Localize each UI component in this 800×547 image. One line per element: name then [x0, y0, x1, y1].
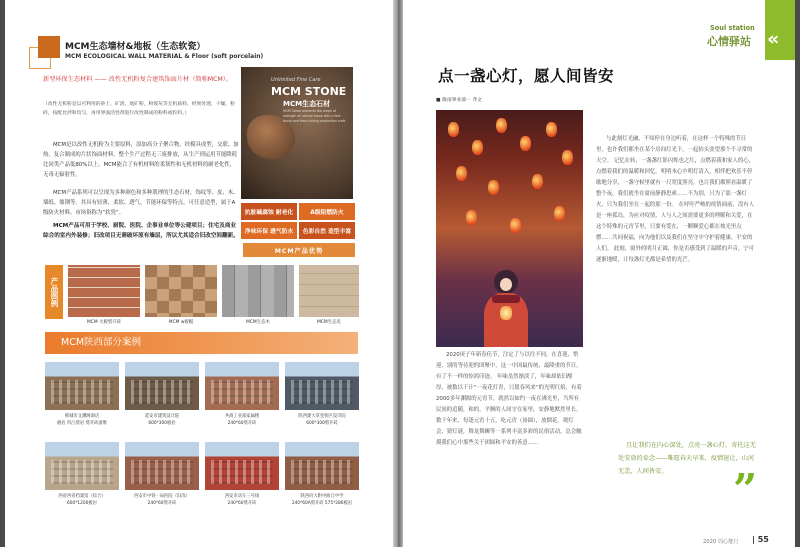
footer-label: 2020 周心能行: [703, 539, 739, 545]
article-column-1: 2020庚子年新春佳节，注定了与以往不同，在喜迎、惜迎、别的等待迎的团聚中，这一中国最传统、最隆重的节日，有了不一样的惊鸿印迹。 年味虽然渐淡了，年味却依旧醇厚，被数以千计“一夜花灯青，只愿春风来”的光明红焰，有着2000多年渊源的元宵节，就然以如约一夜在沸光里，当所有民间的追随，和的，平腾的人间守在家里，安静地默然里长。 数千年来，每逢元宵十五，吃元宵（汤圆），放烟花，观灯会，猜灯谜，舞龙舞狮等一系列丰富多彩的民俗活动，总会触摸我们心中那些关于团圆和平安的善意……: [436, 352, 582, 446]
lantern-icon: [488, 180, 499, 195]
lantern-icon: [520, 136, 531, 151]
section-square-icon: [38, 36, 60, 58]
building-windows: [211, 460, 273, 484]
building-windows: [131, 380, 193, 404]
lantern-icon: [448, 122, 459, 137]
lantern-icon: [532, 174, 543, 189]
article-title: 点一盏心灯，愿人间皆安: [438, 67, 615, 85]
lantern-icon: [472, 140, 483, 155]
tile-caption: MCM w板幅: [168, 320, 194, 325]
girl-scarf: [492, 295, 520, 303]
pull-quote: 且让我们在内心深处，点亮一盏心灯，寄托这无处安放的牵念——唯愿春天早来，疫情退让，山河无恙，人间皆安。: [618, 442, 756, 475]
lantern-icon: [554, 206, 565, 221]
paragraph-2: MCM产品系列可以呈现为多种颜色和多种肌理的生态石材，饰纹等、皮、木、墙纸、鼎钢等。其具有轻薄、柔软、透气、节能环保等特点，可任意造型，属于A级防火材料。市场俗称为“软瓷”。: [43, 190, 239, 216]
stone-tagline: Unlimited Fine Care: [271, 77, 321, 83]
article-byline: ■ 陇南事业部一 齐文: [436, 98, 482, 103]
lantern-icon: [562, 150, 573, 165]
case-photo: [285, 442, 359, 490]
case-caption: 延安市建筑设计院 600*300板岩: [144, 414, 180, 426]
lantern-icon: [510, 218, 521, 233]
paragraph-1: MCM是以改性无机粉为主要原料，添加高分子聚合物，经模具成型，交联、加热，复合制成的片状饰面材料。整个生产过程无三废排放，从生产到运用节能降耗比同类产品低80%以上。MCM能合了有机材料的柔韧性和无机材料的耐老化性，无毒无辐射性。: [43, 142, 239, 178]
stone-heading: MCM STONE: [271, 85, 347, 98]
paragraph-3: MCM产品可用于学校、厨院、医院、企事业单位等公建项目；住宅及商业综合的室内外装修；旧改项目无需破坏原有墙层，所以尤其适合旧改空间翻新。: [43, 223, 239, 239]
case-caption: 西安市动车三号线 240*60劈开砖: [224, 494, 260, 506]
tile-sample-brick: [68, 265, 140, 317]
lantern-icon: [466, 210, 477, 225]
held-lantern-icon: [500, 306, 512, 320]
building-windows: [211, 380, 273, 404]
case-caption: 陕西建大草堂校区设市院 600*300劈开砖: [298, 414, 346, 426]
page-number: | 55: [752, 535, 769, 544]
section-label-en: Soul station: [710, 24, 755, 32]
section-subtitle: MCM ECOLOGICAL WALL MATERIAL & Floor (soft porcelain): [65, 53, 264, 60]
case-photo: [205, 442, 279, 490]
tile-caption: MCM生态木: [246, 320, 270, 325]
case-photo: [45, 362, 119, 410]
tile-sample-panel: [145, 265, 217, 317]
girl-face: [500, 278, 512, 291]
intro-text: 新型环保生态材料 —— 改性无机粉复合建筑饰面片材（简称MCM）。: [43, 76, 233, 83]
double-chevron-icon: «: [767, 28, 780, 50]
lantern-illustration: [436, 110, 583, 347]
building-windows: [291, 380, 353, 404]
case-photo: [205, 362, 279, 410]
tile-caption: MCM生态皮: [317, 320, 341, 325]
definition-note: （改性无机粉是以可利用的砂土、矿渣、尾矿粉，粉煤灰等无机质料，经预处理，干燥，粉碎，按配比拌和均匀，再用界面活性剂进行改性制成的粉料或粒料。）: [43, 102, 235, 116]
article-column-2: 与此刻灯光融，不知停在身边听着，在这样一个特殊的节日里，也许我们都坐在某个房间灯光下，一起抬头张望那个不寻常的天空。 记忆在转，一盏盏红影闪烁也之红，点燃着我和家人的心，点燃着我们的温暖和回忆。明明本心中明灯清入，相伴把欢乐不停歇地分享，一盏守候里就有一尺宽度照亮，也让我们都照看温暖了整个夜，我们就坐在窗前静静思索……不为别，只为了那一盏灯火，只为我们坐在一起的那一份。 在呼吁严峻的疫情面前，没有人是一座孤岛，为应对疫情，人与人之间需要更多的理解和关爱，在这个特殊的元宵节里，只要有爱在，一颗颗爱心都在烛光里点燃……共同祝福，向为他们以及我们在坚守中守护着健康、平安的人们。 此刻，窗外的明月正圆，你是否感受到了温暖的声音，宁可逐渐地暖，让每盏灯光都是希望的光芒。: [596, 136, 755, 263]
case-caption: 陕西府大附中曲江中学 240*60A劈开砖 575*286板岩: [291, 494, 353, 506]
tile-caption: MCM 大板劈开砖: [87, 320, 121, 325]
advantage-badge: 色彩自然 造型丰富: [299, 222, 355, 239]
tile-sample-leather: [299, 265, 359, 317]
case-caption: 共商工业部家属楼 240*60劈开砖: [224, 414, 260, 426]
building-windows: [291, 460, 353, 484]
lantern-icon: [496, 118, 507, 133]
case-caption: 韩城市文渊阁酒店 板岩 凹凸劈岩 劈开砖流堆: [57, 414, 107, 426]
case-caption: 西安市中铁一局医院（旧改） 240*60劈开砖: [134, 494, 190, 506]
cases-header: MCM陕西部分案例: [45, 332, 358, 354]
left-page: [5, 0, 393, 547]
section-label-cn: 心情驿站: [707, 35, 751, 48]
stone-heading-cn: MCM生态石材: [283, 100, 331, 108]
lantern-icon: [456, 166, 467, 181]
advantage-badge: 抗脏碱腐蚀 耐老化: [241, 203, 297, 220]
advantage-label: MCM产品优势: [243, 243, 355, 257]
lantern-icon: [546, 122, 557, 137]
case-photo: [45, 442, 119, 490]
building-windows: [51, 460, 113, 484]
right-page: [403, 0, 795, 547]
section-title: MCM生态墙材&地板（生态软瓷）: [65, 42, 206, 52]
quote-mark-icon: ”: [733, 465, 758, 514]
advantage-badge: 净味环保 透气防水: [241, 222, 297, 239]
case-caption: 西府西省档案馆（综合） 600*1200板岩: [58, 494, 106, 506]
mcm-stone-image: [241, 67, 353, 199]
case-photo: [125, 442, 199, 490]
building-windows: [51, 380, 113, 404]
building-windows: [131, 460, 193, 484]
stone-description: MCM Stone presents the origin of strength of natural stone with a fine touch and free-cutting production craft.: [283, 109, 347, 123]
case-photo: [285, 362, 359, 410]
tile-sample-wood: [222, 265, 294, 317]
case-photo: [125, 362, 199, 410]
product-legend-label: 产品图例: [45, 265, 63, 319]
advantage-badge: A级阻燃防火: [299, 203, 355, 220]
